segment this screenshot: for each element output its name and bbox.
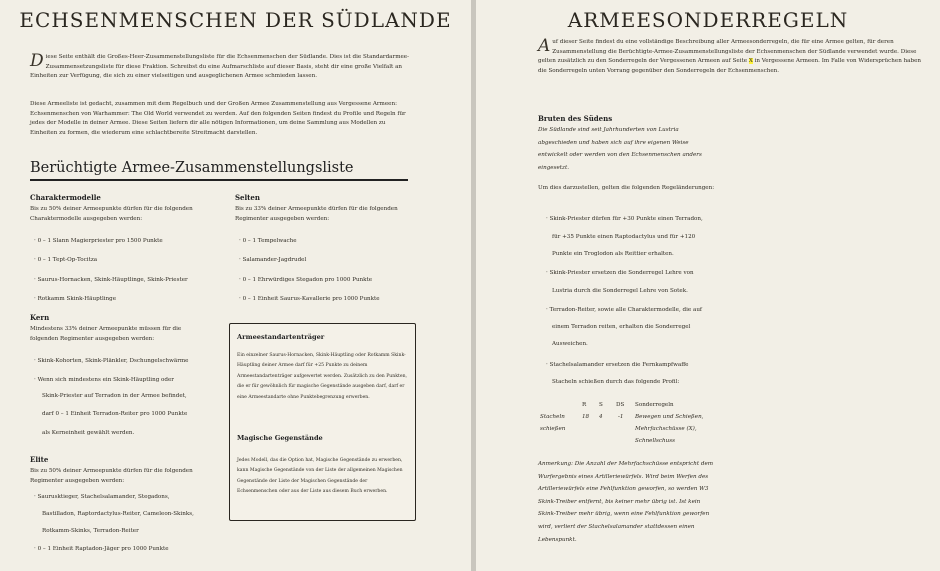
list-item-cont: einem Terradon reiten, erhalten die Sonderregel xyxy=(552,324,691,330)
page-title: ARMEESONDERREGELN xyxy=(567,8,849,32)
list-item-cont: für +35 Punkte einen Raptodactylus und für +120 xyxy=(552,234,696,240)
stat-header-s: S xyxy=(599,402,603,408)
list-item-cont: Stacheln schießen durch das folgende Profil: xyxy=(552,379,680,385)
drop-cap: A xyxy=(538,36,551,56)
section-title: Berüchtigte Armee-Zusammenstellungsliste xyxy=(30,160,354,176)
list-item: · 0 – 1 Einheit Saurus-Kavallerie pro 1000 Punkte xyxy=(239,296,380,302)
intro-paragraph-2: Diese Armeeliste ist gedacht, zusammen mit dem Regelbuch und der Großen Armee Zusammenstellung aus Vergessene Armeen: Echsenmenschen von Warhammer: The Old World verwendet zu werden. Auf den folgenden Seiten findest du Profile und Regeln für jedes der Modelle in deiner Armee. Diese Seiten liefern dir alle nötigen Informationen, um deine Sammlung aus Modellen zu Einheiten zu formen, die wiederum eine schlachtbereite Streitmacht darstellen. xyxy=(30,101,406,136)
list-item-cont: Skink-Priester auf Terradon in der Armee befindet, xyxy=(42,393,187,399)
selten-text: Bis zu 33% deiner Armeepunkte dürfen für die folgenden Regimenter ausgegeben werden: xyxy=(235,206,398,222)
list-item: · Skink-Priester dürfen für +30 Punkte einen Terradon, xyxy=(546,216,703,222)
list-item: · Salamander-Jagdrudel xyxy=(239,257,307,263)
box-text-magic: Jedes Modell, das die Option hat, Magische Gegenstände zu erwerben, kann Magische Gegenstände von der Liste der allgemeinen Magischen Gegenstände der Liste der Magischen Gegenstände der Echsenmenschen oder aus der Liste aus diesem Buch erwerben. xyxy=(237,458,403,495)
intro-paragraph: Diese Seite enthält die Großes-Heer-Zusammenstellungsliste für die Echsenmenschen der Südlande. Dies ist die Standardarmee-Zusammensetzungsliste für diese Fraktion. Schreibst du eine Aufmarschliste auf dieser Basis, steht dir eine große Vielfalt an Einheiten zur Verfügung, die sich zu einer vielseitigen und ausgeglichenen Armee schmieden lassen. xyxy=(30,51,410,80)
stat-ds: -1 xyxy=(618,414,624,420)
note-paragraph: Anmerkung: Die Anzahl der Mehrfachschüsse entspricht dem Wurfergebnis eines Artilleriewürfels. Wird beim Werfen des Artilleriewürfels eine Fehlfunktion geworfen, so werden W3 Skink-Treiber entfernt, bis keiner mehr übrig ist. Ist kein Skink-Treiber mehr übrig, wenn eine Fehlfunktion geworfen wird, verliert der Stachelsalamander stattdessen einen Lebenspunkt. xyxy=(538,461,714,543)
heading-elite: Elite xyxy=(30,455,49,464)
list-item: · Wenn sich mindestens ein Skink-Häuptling oder xyxy=(34,377,174,383)
weapon-name: Stacheln xyxy=(540,414,565,420)
list-item-cont: Lustria durch die Sonderregel Lehre von Sotek. xyxy=(552,288,688,294)
stat-header-r: R xyxy=(582,402,587,408)
drop-cap: D xyxy=(30,51,44,71)
highlighted-page-ref: X xyxy=(748,58,753,65)
list-item: · 0 – 1 Slann Magierpriester pro 1500 Punkte xyxy=(34,238,163,244)
list-item: · Skink-Kohorten, Skink-Plänkler, Dschungelschwärme xyxy=(34,358,189,364)
box-heading-standard: Armeestandartenträger xyxy=(237,333,325,341)
list-item-cont: Rotkamm-Skinks, Terradon-Reiter xyxy=(42,528,139,534)
list-item-cont: Bastilladon, Raptordactylus-Reiter, Cameleon-Skinks, xyxy=(42,511,194,517)
rule-flavour: Die Südlande sind seit Jahrhunderten von Lustria abgeschieden und haben sich auf ihre eigenen Weise entwickelt oder werden von den Echsenmenschen anders eingesetzt. xyxy=(538,127,702,171)
info-box xyxy=(229,323,416,521)
stat-rule: Mehrfachschüsse (X), xyxy=(635,426,697,432)
rule-text: Um dies darzustellen, gelten die folgenden Regeländerungen: xyxy=(538,185,715,191)
section-rule xyxy=(30,179,408,181)
right-page xyxy=(476,0,940,571)
stat-s: 4 xyxy=(599,414,603,420)
charakter-text: Bis zu 50% deiner Armeepunkte dürfen für die folgenden Charaktermodelle ausgegeben werden: xyxy=(30,206,193,222)
list-item-cont: darf 0 – 1 Einheit Terradon-Reiter pro 1000 Punkte xyxy=(42,411,188,417)
stat-rule: Bewegen und Schießen, xyxy=(635,414,704,420)
intro-paragraph: Auf dieser Seite findest du eine vollständige Beschreibung aller Armeesonderregeln, die für eine Armee gelten, für deren Zusammenstellung die Berüchtigte-Armee-Zusammenstellungsliste der Echsenmenschen der Südlande verwendet wurde. Diese gelten zusätzlich zu den Sonderregeln der Vergessenen Armeen auf Seite X in Vergessene Armeen. Im Falle von Widersprüchen haben die Sonderregeln unten Vorrang gegenüber den Sonderregeln der Echsenmenschen. xyxy=(538,36,922,74)
box-text-standard: Ein einzelner Saurus-Hornacken, Skink-Häuptling oder Rotkamm Skink-Häuptling deiner Armee darf für +25 Punkte zu deinem Armeestandartenträger aufgewertet werden. Zusätzlich zu den Punkten, die er für gewöhnlich für magische Gegenstände ausgeben darf, darf er eine Armeestandarte ohne Punktebegrenzung erwerben. xyxy=(237,353,407,400)
heading-charaktermodelle: Charaktermodelle xyxy=(30,193,101,202)
page-title: ECHSENMENSCHEN DER SÜDLANDE xyxy=(19,8,452,32)
list-item: · 0 – 1 Ehrwürdiges Stegadon pro 1000 Punkte xyxy=(239,277,373,283)
list-item: · 0 – 1 Tept-Op-Tocitza xyxy=(34,257,98,263)
list-item: · Stachelsalamander ersetzen die Fernkampfwaffe xyxy=(546,362,689,368)
stat-header-rules: Sonderregeln xyxy=(635,402,674,408)
list-item: · Skink-Priester ersetzen die Sonderregel Lehre von xyxy=(546,270,694,276)
heading-selten: Selten xyxy=(235,193,260,202)
box-heading-magic: Magische Gegenstände xyxy=(237,434,323,442)
rule-heading: Bruten des Südens xyxy=(538,114,613,123)
list-item: · Saurusktieger, Stachelsalamander, Stegadons, xyxy=(34,494,170,500)
list-item-cont: Punkte ein Troglodon als Reittier erhalten. xyxy=(552,251,674,257)
list-item-cont: Ausweichen. xyxy=(552,341,588,347)
list-item-cont: als Kerneinheit gewählt werden. xyxy=(42,430,135,436)
list-item: · Saurus-Hornacken, Skink-Häuptlinge, Skink-Priester xyxy=(34,277,188,283)
list-item: · Terradon-Reiter, sowie alle Charaktermodelle, die auf xyxy=(546,307,703,313)
heading-kern: Kern xyxy=(30,313,50,322)
stat-rule: Schnellschuss xyxy=(635,438,676,444)
weapon-name-2: schießen xyxy=(540,426,566,432)
list-item: · Rotkamm Skink-Häuptlinge xyxy=(34,296,117,302)
list-item: · 0 – 1 Tempelwache xyxy=(239,238,297,244)
kern-text: Mindestens 33% deiner Armeepunkte müssen für die folgenden Regimenter ausgegeben werden: xyxy=(30,326,182,342)
stat-header-ds: DS xyxy=(616,402,625,408)
stat-r: 18 xyxy=(582,414,590,420)
list-item: · 0 – 1 Einheit Raptadon-Jäger pro 1000 Punkte xyxy=(34,546,169,552)
elite-text: Bis zu 50% deiner Armeepunkte dürfen für die folgenden Regimenter ausgegeben werden: xyxy=(30,468,193,484)
